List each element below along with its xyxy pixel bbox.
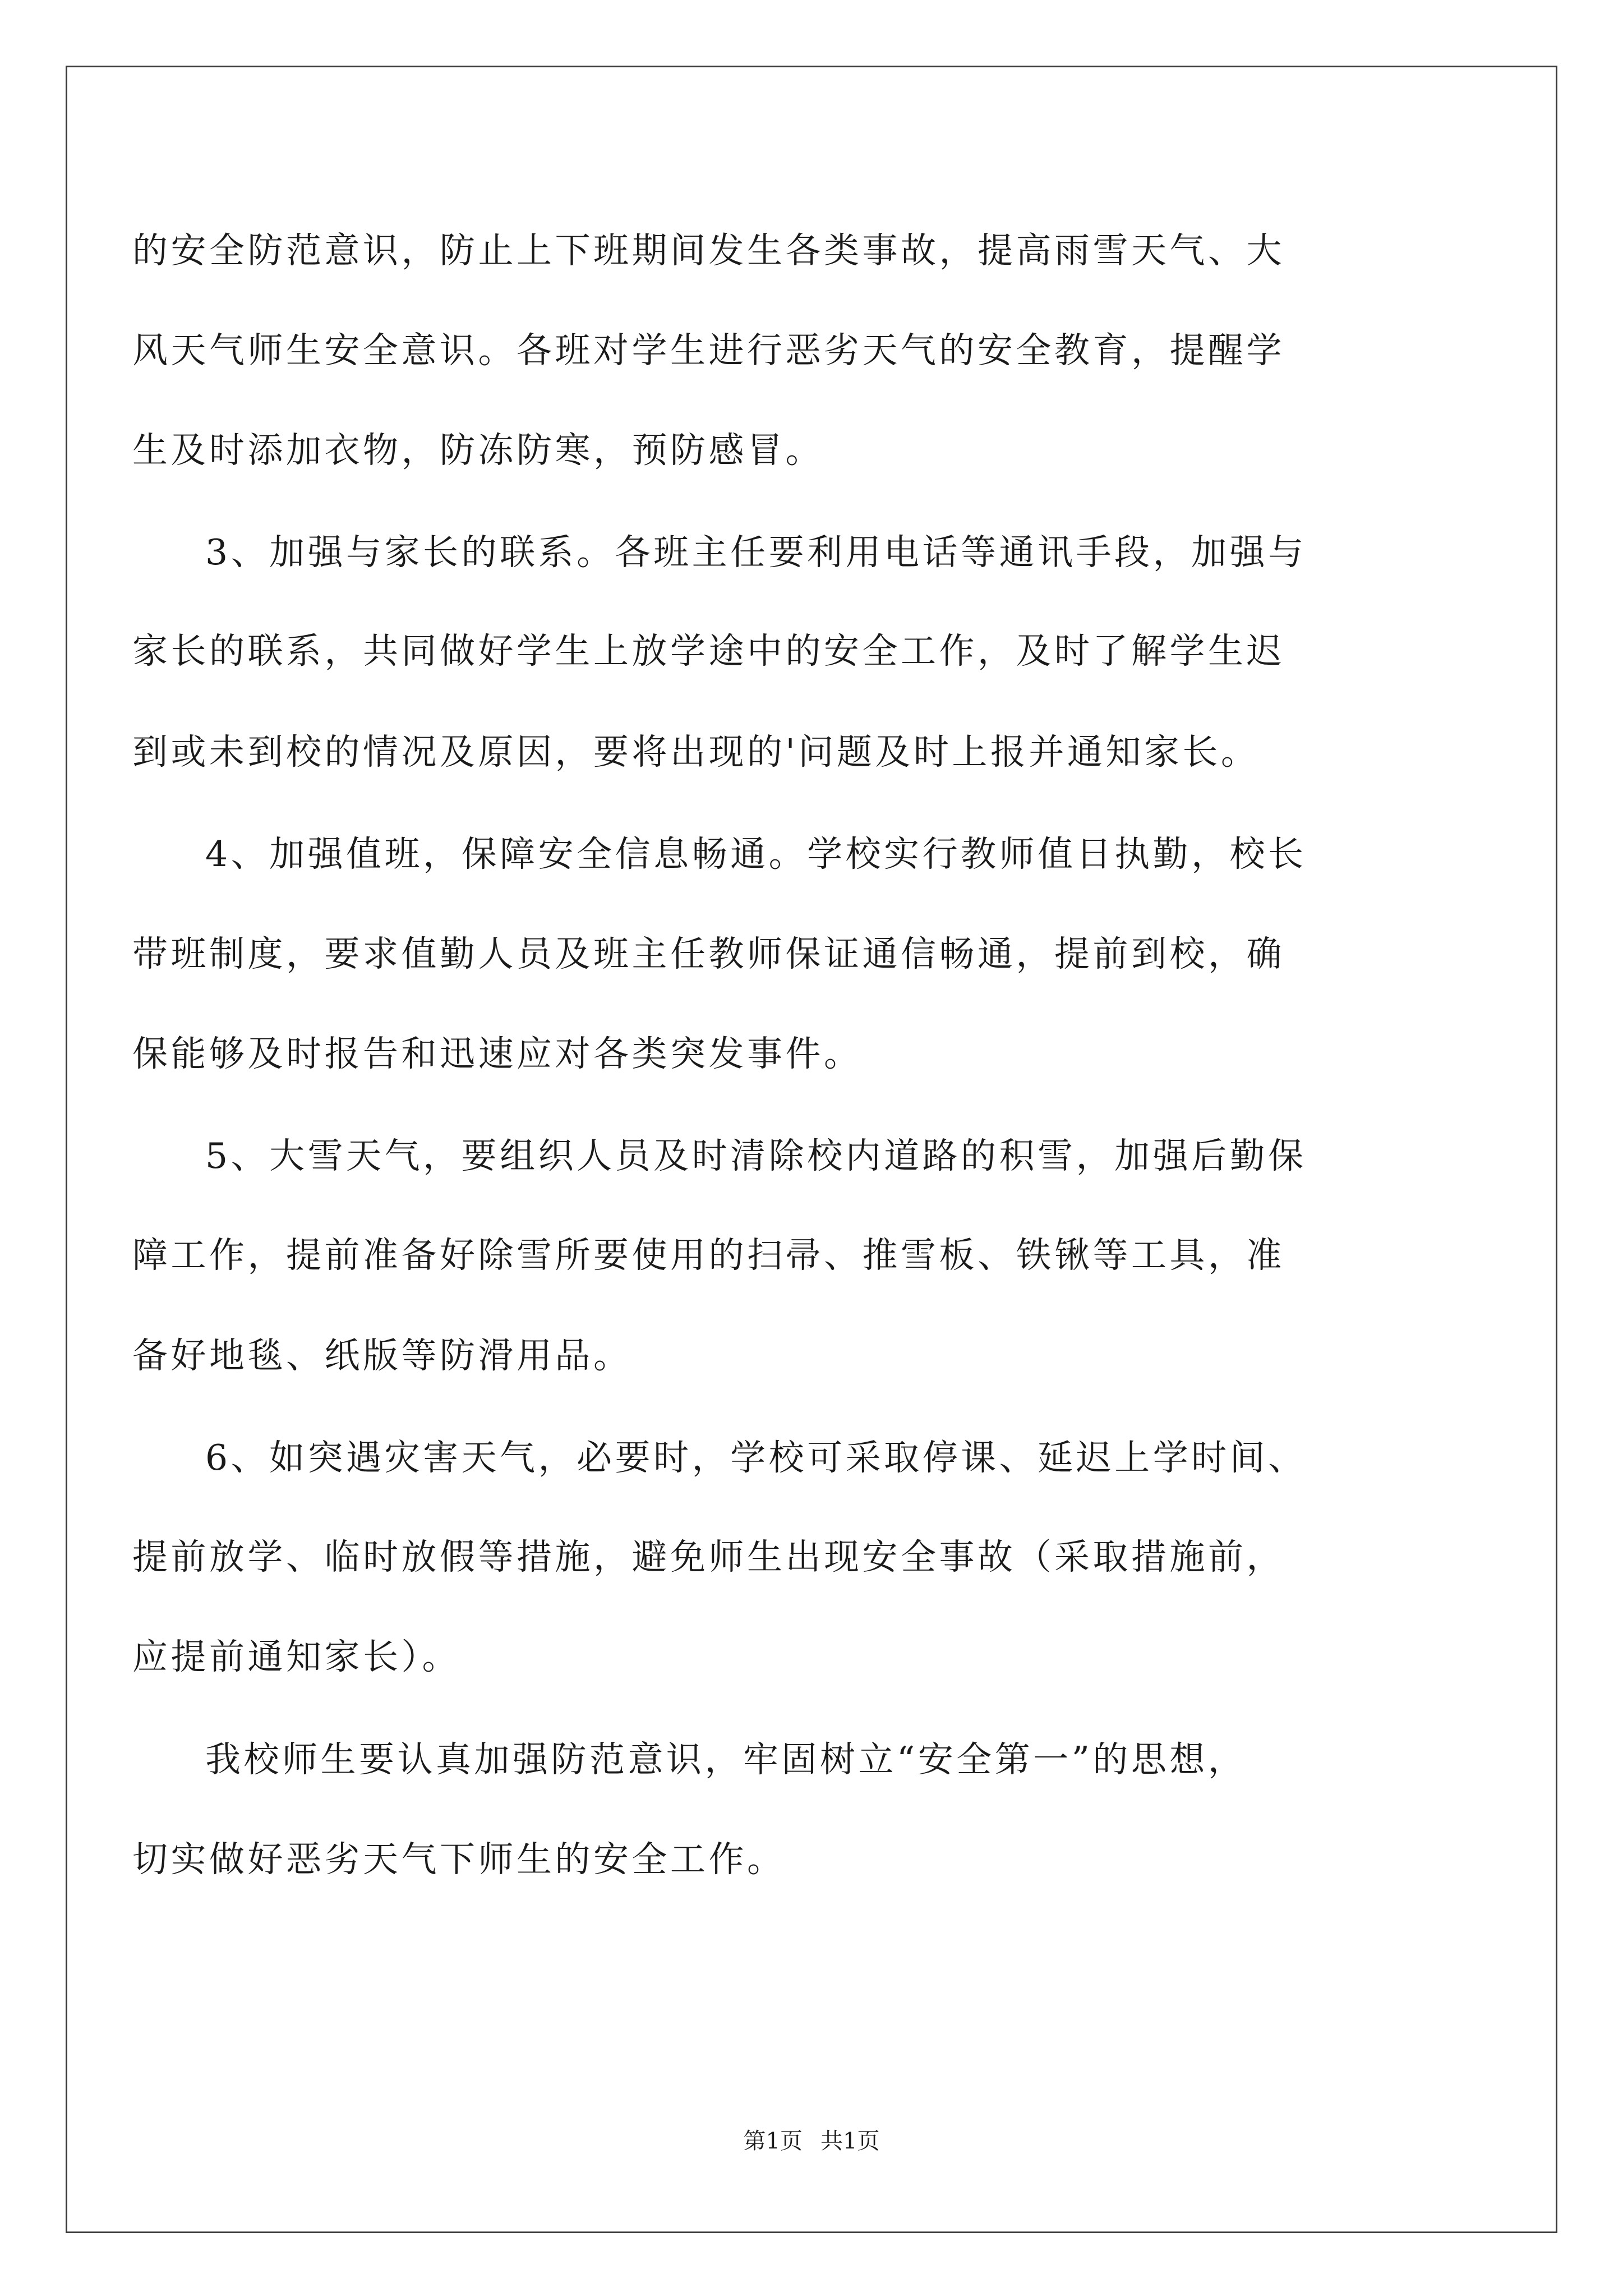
- text-line: 应提前通知家长）。: [132, 1636, 460, 1677]
- text-line: 切实做好恶劣天气下师生的安全工作。: [132, 1839, 786, 1880]
- text-line: 6、如突遇灾害天气，必要时，学校可采取停课、延迟上学时间、: [205, 1437, 1307, 1478]
- text-line: 保能够及时报告和迅速应对各类突发事件。: [132, 1033, 863, 1074]
- text-line: 5、大雪天气，要组织人员及时清除校内道路的积雪，加强后勤保: [205, 1135, 1307, 1176]
- text-line: 到或未到校的情况及原因，要将出现的'问题及时上报并通知家长。: [132, 731, 1260, 772]
- text-line: 备好地毯、纸版等防滑用品。: [132, 1335, 632, 1376]
- page-total: 共1页: [820, 2128, 880, 2154]
- page-number: 第1页: [743, 2128, 803, 2154]
- text-line: 风天气师生安全意识。各班对学生进行恶劣天气的安全教育，提醒学: [132, 330, 1285, 371]
- text-line: 生及时添加衣物，防冻防寒，预防感冒。: [132, 430, 824, 471]
- text-line: 障工作，提前准备好除雪所要使用的扫帚、推雪板、铁锹等工具，准: [132, 1235, 1285, 1276]
- page-footer: [0, 2127, 1623, 2155]
- text-line: 家长的联系，共同做好学生上放学途中的安全工作，及时了解学生迟: [132, 631, 1285, 671]
- text-line: 4、加强值班，保障安全信息畅通。学校实行教师值日执勤，校长: [205, 834, 1307, 875]
- text-line: 3、加强与家长的联系。各班主任要利用电话等通讯手段，加强与: [205, 532, 1307, 573]
- text-line: 带班制度，要求值勤人员及班主任教师保证通信畅通，提前到校，确: [132, 933, 1285, 974]
- text-line: 我校师生要认真加强防范意识，牢固树立“安全第一”的思想，: [205, 1739, 1247, 1780]
- text-line: 提前放学、临时放假等措施，避免师生出现安全事故（采取措施前，: [132, 1536, 1285, 1577]
- text-line: 的安全防范意识，防止上下班期间发生各类事故，提高雨雪天气、大: [132, 230, 1285, 271]
